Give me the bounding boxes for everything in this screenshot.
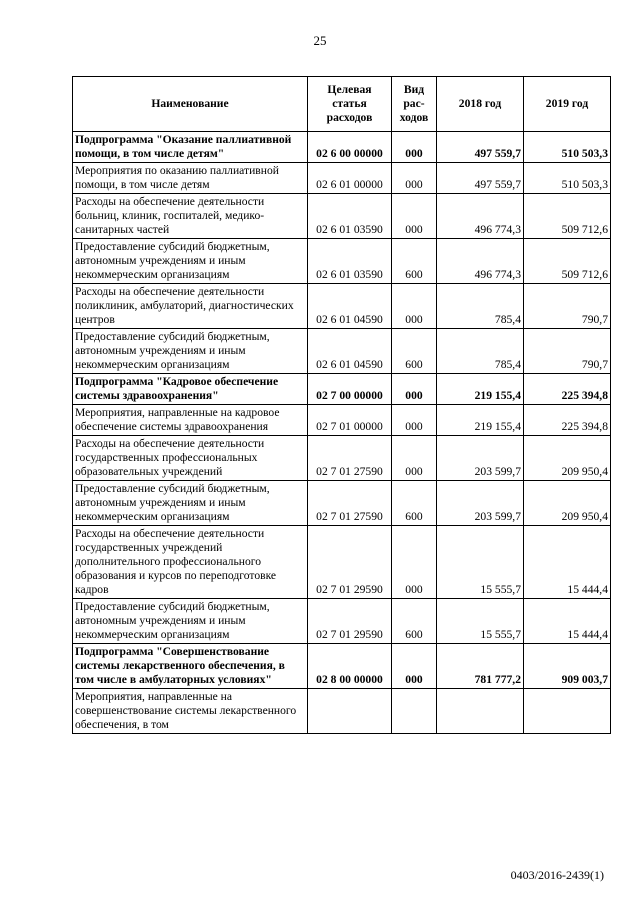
cell-type: 600 (392, 481, 437, 526)
table-row (73, 689, 611, 734)
cell-type: 000 (392, 284, 437, 329)
cell-type: 000 (392, 132, 437, 163)
cell-type: 000 (392, 374, 437, 405)
cell-name: Мероприятия, направленные на совершенствование системы лекарственного обеспечения, в том (73, 689, 308, 734)
budget-table (72, 76, 611, 734)
cell-type (392, 689, 437, 734)
cell-2019: 509 712,6 (524, 239, 611, 284)
cell-code: 02 7 00 00000 (308, 374, 392, 405)
cell-2019: 790,7 (524, 284, 611, 329)
header-type: Вид рас-ходов (392, 77, 437, 132)
cell-2018: 496 774,3 (437, 194, 524, 239)
page-number: 25 (313, 33, 327, 48)
cell-2018: 219 155,4 (437, 405, 524, 436)
cell-2018: 15 555,7 (437, 599, 524, 644)
cell-name: Расходы на обеспечение деятельности больниц, клиник, госпиталей, медико-санитарных частей (73, 194, 308, 239)
subprogram-row (73, 374, 611, 405)
cell-type: 000 (392, 526, 437, 599)
cell-2018: 496 774,3 (437, 239, 524, 284)
cell-name: Расходы на обеспечение деятельности государственных профессиональных образовательных учреждений (73, 436, 308, 481)
subprogram-row (73, 644, 611, 689)
cell-code: 02 6 01 04590 (308, 284, 392, 329)
table-row (73, 526, 611, 599)
cell-2019: 509 712,6 (524, 194, 611, 239)
cell-code: 02 7 01 29590 (308, 599, 392, 644)
cell-type: 600 (392, 599, 437, 644)
cell-2019: 15 444,4 (524, 526, 611, 599)
cell-name: Предоставление субсидий бюджетным, автономным учреждениям и иным некоммерческим организациям (73, 329, 308, 374)
cell-code: 02 6 01 00000 (308, 163, 392, 194)
cell-name: Расходы на обеспечение деятельности поликлиник, амбулаторий, диагностических центров (73, 284, 308, 329)
cell-2019: 209 950,4 (524, 436, 611, 481)
cell-2019: 225 394,8 (524, 405, 611, 436)
header-name: Наименование (73, 77, 308, 132)
cell-code: 02 6 00 00000 (308, 132, 392, 163)
cell-2019: 510 503,3 (524, 132, 611, 163)
table-row (73, 329, 611, 374)
cell-code: 02 7 01 29590 (308, 526, 392, 599)
table-row (73, 405, 611, 436)
table-row (73, 599, 611, 644)
cell-name: Предоставление субсидий бюджетным, автономным учреждениям и иным некоммерческим организациям (73, 481, 308, 526)
cell-2018: 785,4 (437, 329, 524, 374)
cell-type: 600 (392, 239, 437, 284)
header-2019: 2019 год (524, 77, 611, 132)
cell-2019: 909 003,7 (524, 644, 611, 689)
cell-2018: 203 599,7 (437, 436, 524, 481)
cell-2019: 510 503,3 (524, 163, 611, 194)
cell-name: Подпрограмма "Оказание паллиативной помощи, в том числе детям" (73, 132, 308, 163)
header-code: Целевая статья расходов (308, 77, 392, 132)
cell-code: 02 7 01 00000 (308, 405, 392, 436)
cell-code: 02 8 00 00000 (308, 644, 392, 689)
header-2018: 2018 год (437, 77, 524, 132)
document-code: 0403/2016-2439(1) (510, 868, 604, 882)
cell-2018: 203 599,7 (437, 481, 524, 526)
table-row (73, 163, 611, 194)
table-body (73, 132, 611, 734)
cell-2019: 790,7 (524, 329, 611, 374)
cell-2018: 497 559,7 (437, 132, 524, 163)
cell-code (308, 689, 392, 734)
cell-2018 (437, 689, 524, 734)
cell-2018: 15 555,7 (437, 526, 524, 599)
cell-2018: 781 777,2 (437, 644, 524, 689)
cell-code: 02 6 01 04590 (308, 329, 392, 374)
cell-name: Мероприятия, направленные на кадровое обеспечение системы здравоохранения (73, 405, 308, 436)
cell-name: Расходы на обеспечение деятельности государственных учреждений дополнительного профессионального образования и курсов по переподготовке кадров (73, 526, 308, 599)
table-row (73, 239, 611, 284)
subprogram-row (73, 132, 611, 163)
cell-name: Мероприятия по оказанию паллиативной помощи, в том числе детям (73, 163, 308, 194)
cell-type: 000 (392, 405, 437, 436)
cell-name: Подпрограмма "Кадровое обеспечение системы здравоохранения" (73, 374, 308, 405)
cell-name: Предоставление субсидий бюджетным, автономным учреждениям и иным некоммерческим организациям (73, 239, 308, 284)
cell-2019: 225 394,8 (524, 374, 611, 405)
table-row (73, 194, 611, 239)
cell-type: 600 (392, 329, 437, 374)
cell-type: 000 (392, 436, 437, 481)
cell-name: Подпрограмма "Совершенствование системы лекарственного обеспечения, в том числе в амбулаторных условиях" (73, 644, 308, 689)
table-header-row (73, 77, 611, 132)
cell-2019: 209 950,4 (524, 481, 611, 526)
cell-2019 (524, 689, 611, 734)
cell-name: Предоставление субсидий бюджетным, автономным учреждениям и иным некоммерческим организациям (73, 599, 308, 644)
cell-code: 02 6 01 03590 (308, 239, 392, 284)
table-row (73, 284, 611, 329)
cell-code: 02 7 01 27590 (308, 481, 392, 526)
cell-2018: 785,4 (437, 284, 524, 329)
table-row (73, 481, 611, 526)
cell-type: 000 (392, 194, 437, 239)
cell-2018: 497 559,7 (437, 163, 524, 194)
table-row (73, 436, 611, 481)
cell-2018: 219 155,4 (437, 374, 524, 405)
cell-type: 000 (392, 644, 437, 689)
cell-type: 000 (392, 163, 437, 194)
cell-code: 02 7 01 27590 (308, 436, 392, 481)
cell-2019: 15 444,4 (524, 599, 611, 644)
cell-code: 02 6 01 03590 (308, 194, 392, 239)
